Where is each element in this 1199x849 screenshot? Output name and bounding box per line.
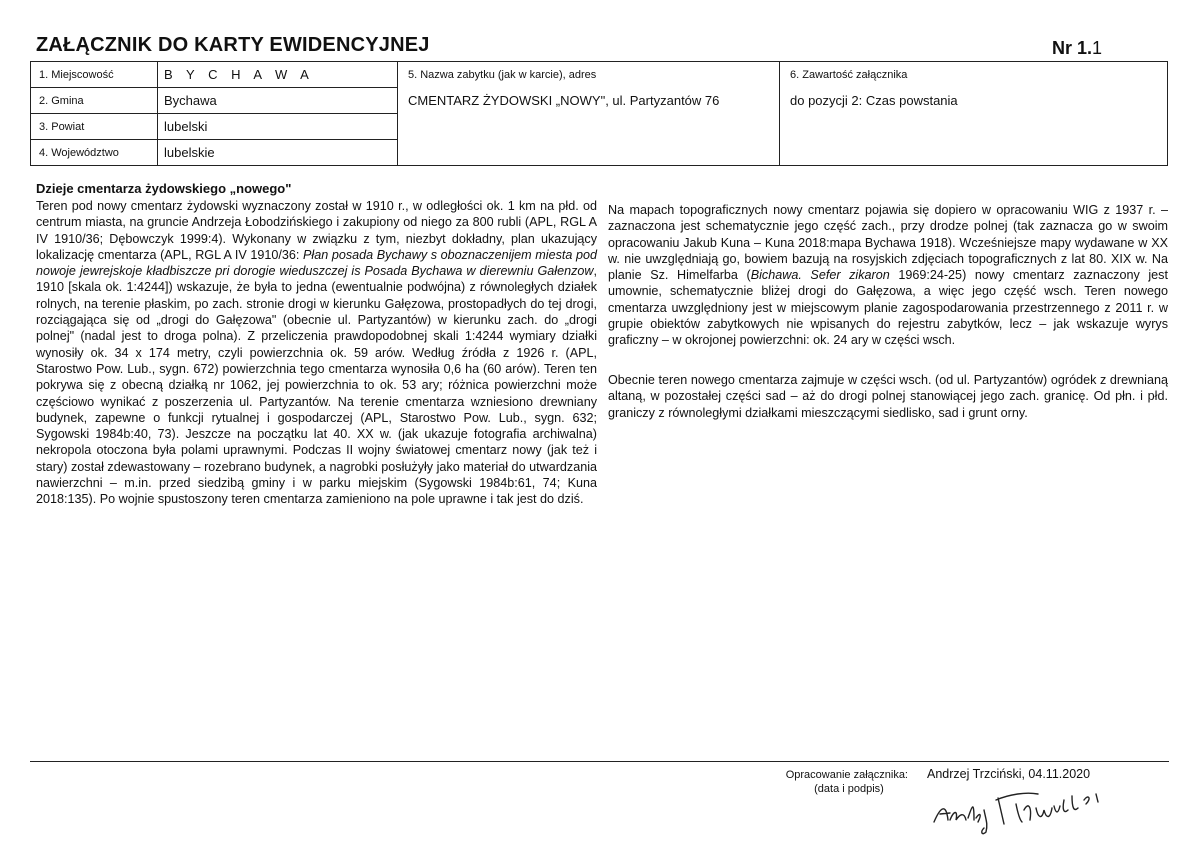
monument-value: CMENTARZ ŻYDOWSKI „NOWY", ul. Partyzantów 76 (408, 93, 720, 108)
contents-value: do pozycji 2: Czas powstania (790, 93, 958, 108)
maps-text-b: 1969:24-25) nowy cmentarz zaznaczony jest umownie, schematycznie bliżej drogi do Gałęzowa, a więc jego część wsch. Teren nowego cmentarza uwzględniony jest w miejscowym planie zagospodarowania przestrzennego z 2011 r. w grupie obiektów zabytkowych nie wpisanych do rejestru zabytków, lecz – jak wskazuje wyrys graficzny – w okrojonej powierzchni: ok. 24 ary w części wsch. (608, 268, 1168, 348)
preparation-label-line1: Opracowanie załącznika: (785, 769, 908, 781)
monument-label: 5. Nazwa zabytku (jak w karcie), adres (408, 69, 597, 81)
contents-label: 6. Zawartość załącznika (790, 69, 908, 81)
maps-text-a: Na mapach topograficznych nowy cmentarz pojawia się dopiero w opracowaniu WIG z 1937 r. – zaznaczona jest schematycznie jego część zach., przy drodze polnej (tak zaznacza go w swoim opracowaniu Jakub Kuna – Kuna 2018:mapa Bychawa 1918). Wcześniejsze mapy wydawane w XX w. nie uwzględniają go, bowiem bazują na rosyjskich zdjęciach topograficznych z lat 80. XIX w. Na planie Sz. Himelfarba ( (608, 203, 1168, 283)
preparation-label (760, 768, 908, 796)
section-heading: Dzieje cmentarza żydowskiego „nowego" (36, 181, 292, 196)
footer-divider (30, 761, 1169, 762)
locality-label: 1. Miejscowość (31, 62, 158, 88)
nr-sub: 1 (1092, 38, 1103, 58)
locality-value: B Y C H A W A (158, 62, 398, 88)
preparation-value: Andrzej Trzciński, 04.11.2020 (927, 767, 1091, 781)
maps-paragraph (608, 202, 1168, 349)
commune-value: Bychawa (158, 88, 398, 114)
handwritten-signature (926, 780, 1166, 840)
history-text-a: Teren pod nowy cmentarz żydowski wyznaczony został w 1910 r., w odległości ok. 1 km na płd. od centrum miasta, na gruncie Andrzeja Łobodzińskiego i zakupiony od niego za 800 rubli (APL, RGL A IV 1910/36; Dębowczyk 1999:4). Wykonany w związku z tym, niezbyt dokładny, plan ukazujący lokalizację cmentarza (APL, RGL A IV 1910/36: (36, 199, 597, 262)
monument-cell (398, 62, 780, 166)
district-label: 3. Powiat (31, 114, 158, 140)
contents-cell (780, 62, 1168, 166)
district-value: lubelski (158, 114, 398, 140)
history-text-b: , 1910 [skala ok. 1:4244]) wskazuje, że była to jedna (ewentualnie podwójna) z równoległych działek rolnych, na terenie płaskim, po zach. stronie drogi w kierunku Gałęzowa, prostopadłych do tej drogi, rozciągająca się od „drogi do Gałęzowa" (obecnie ul. Partyzantów) w kierunku zach. do „drogi polnej" (nadal jest to droga polna). Z przeliczenia prawdopodobnej skali 1:4244 wymiary działki wynosiły ok. 34 x 174 metry, czyli powierzchnia ok. 59 arów. Według źródła z 1926 r. (APL, Starostwo Pow. Lub., sygn. 672) powierzchnia tego cmentarza wynosiła 0,6 ha (60 arów). Teren ten pokrywa się z obecną działką nr 1062, jej powierzchnia to ok. 53 ary; różnica powierzchni może częściowo wynikać z poszerzenia ul. Partyzantów. Na terenie cmentarza wzniesiono drewniany budynek, zapewne o funkcji rytualnej i gospodarczej (APL, Starostwo Pow. Lub., sygn. 632; Sygowski 1984b:40, 73). Jeszcze na początku lat 40. XX w. (jak ukazuje fotografia archiwalna) nekropola otoczona była polami uprawnymi. Podczas II wojny światowej cmentarz nowy (jak też i stary) został zdewastowany – rozebrano budynek, a nagrobki posłużyły jako materiał do utwardzania nawierzchni – m.in. przed siedzibą gminy i w parku miejskim (Sygowski 1984b:61, 74; Kuna 2018:135). Po wojnie spustoszony teren cmentarza zamieniono na pole uprawne i tak jest do dziś. (36, 264, 597, 507)
nr-label: Nr (1052, 38, 1073, 58)
preparation-label-line2: (data i podpis) (814, 783, 884, 795)
commune-label: 2. Gmina (31, 88, 158, 114)
book-title: Bichawa. Sefer zikaron (750, 268, 890, 283)
voivodeship-label: 4. Województwo (31, 140, 158, 166)
history-paragraph (36, 198, 597, 508)
voivodeship-value: lubelskie (158, 140, 398, 166)
current-state-paragraph: Obecnie teren nowego cmentarza zajmuje w części wsch. (od ul. Partyzantów) ogródek z drewnianą altaną, w pozostałej części sad – aż do drogi polnej stanowiącej jego zach. granicę. Od płn. i płd. graniczy z równoległymi działkami mieszczącymi siedlisko, sad i grunt orny. (608, 373, 1168, 420)
attachment-number (1052, 38, 1102, 59)
metadata-table (30, 61, 1168, 166)
nr-value: 1. (1077, 38, 1093, 58)
plan-title: Płan posada Bychawy s oboznaczenijem miesta pod nowoje jewrejskoje kładbiszcze pri dorogie wieduszczej is Posada Bychawa w dierewniu Gałenzow (36, 247, 597, 279)
page-title: ZAŁĄCZNIK DO KARTY EWIDENCYJNEJ (36, 34, 430, 56)
